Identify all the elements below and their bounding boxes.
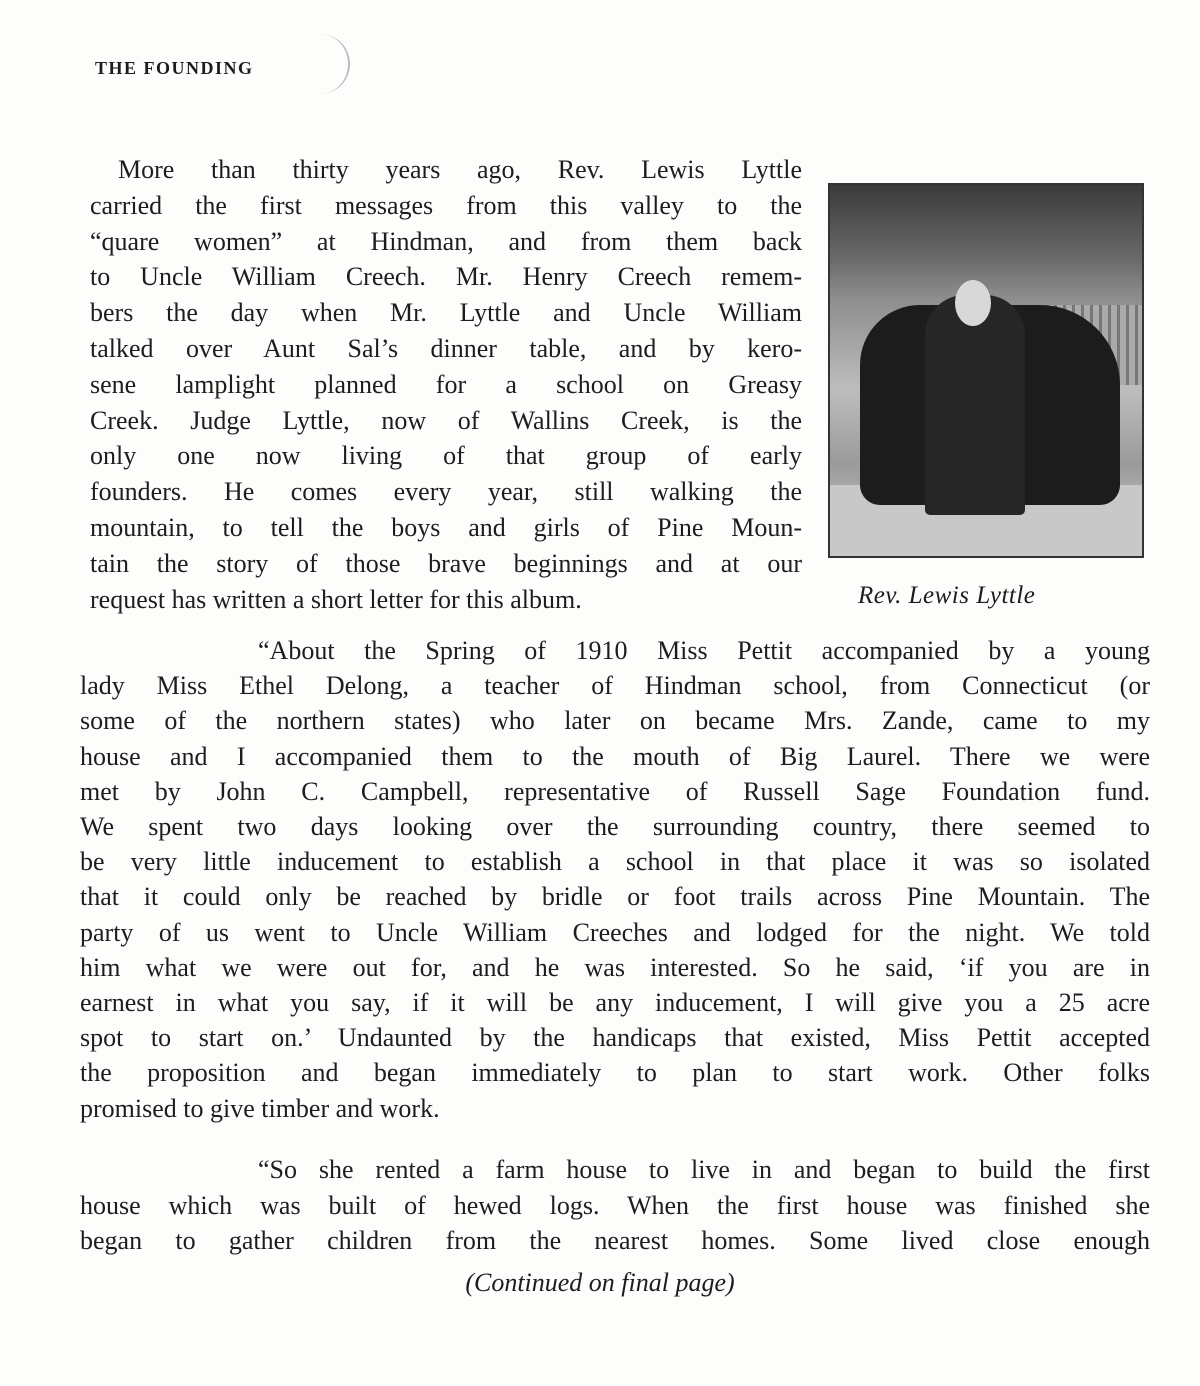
text-line: We spent two days looking over the surrounding country, there seemed to: [80, 812, 1150, 841]
text-line: Creek. Judge Lyttle, now of Wallins Creek, is the: [90, 405, 802, 435]
text-line: some of the northern states) who later on became Mrs. Zande, came to my: [80, 706, 1150, 736]
text-line: More than thirty years ago, Rev. Lewis Lyttle: [118, 155, 802, 184]
text-line: that it could only be reached by bridle or foot trails across Pine Mountain. The: [80, 882, 1150, 912]
text-line: bers the day when Mr. Lyttle and Uncle William: [90, 298, 802, 328]
text-line: party of us went to Uncle William Creeches and lodged for the night. We told: [80, 917, 1150, 947]
text-line: founders. He comes every year, still walking the: [90, 477, 802, 507]
text-line: lady Miss Ethel Delong, a teacher of Hindman school, from Connecticut (or: [80, 671, 1150, 701]
text-line: tain the story of those brave beginnings and at our: [90, 548, 802, 578]
portrait-photo: [828, 183, 1144, 558]
text-line: house which was built of hewed logs. When the first house was finished she: [80, 1190, 1150, 1220]
text-line: him what we were out for, and he was interested. So he said, ‘if you are in: [80, 952, 1150, 982]
text-line: the proposition and began immediately to plan to start work. Other folks: [80, 1058, 1150, 1088]
text-line: earnest in what you say, if it will be any inducement, I will give you a 25 acre: [80, 988, 1150, 1017]
text-line: began to gather children from the nearest homes. Some lived close enough: [80, 1226, 1150, 1255]
text-line: promised to give timber and work.: [80, 1093, 440, 1123]
page-header: THE FOUNDING: [95, 58, 254, 78]
scan-artifact: [318, 34, 350, 94]
text-line: carried the first messages from this valley to the: [90, 190, 802, 220]
text-line: only one now living of that group of early: [90, 441, 802, 471]
text-line: to Uncle William Creech. Mr. Henry Creech remem-: [90, 262, 802, 292]
text-line: house and I accompanied them to the mouth of Big Laurel. There we were: [80, 741, 1150, 771]
text-line: spot to start on.’ Undaunted by the handicaps that existed, Miss Pettit accepted: [80, 1023, 1150, 1053]
text-line: be very little inducement to establish a school in that place it was so isolated: [80, 847, 1150, 877]
text-line: “So she rented a farm house to live in and began to build the first: [258, 1155, 1150, 1184]
text-line: sene lamplight planned for a school on Greasy: [90, 369, 802, 399]
text-line: “quare women” at Hindman, and from them back: [90, 226, 802, 256]
text-line: mountain, to tell the boys and girls of Pine Moun-: [90, 513, 802, 542]
text-line: request has written a short letter for this album.: [90, 584, 582, 614]
continued-note: (Continued on final page): [465, 1268, 735, 1297]
text-line: “About the Spring of 1910 Miss Pettit accompanied by a young: [258, 636, 1150, 665]
photo-caption: Rev. Lewis Lyttle: [858, 582, 1036, 609]
text-line: met by John C. Campbell, representative of Russell Sage Foundation fund.: [80, 776, 1150, 806]
text-line: talked over Aunt Sal’s dinner table, and by kero-: [90, 334, 802, 363]
